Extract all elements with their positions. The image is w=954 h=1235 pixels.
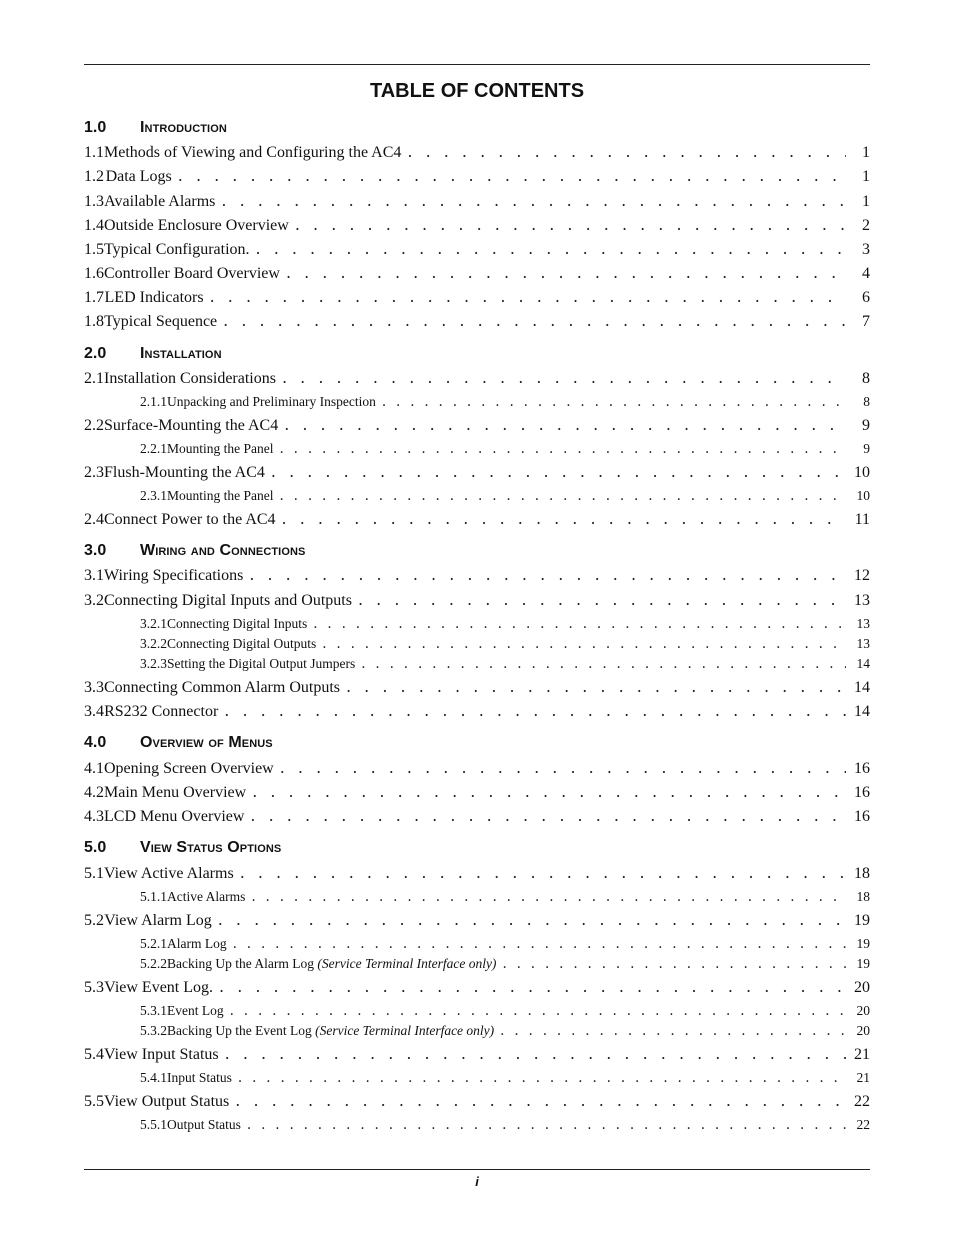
- toc-number: 1.1: [84, 144, 104, 161]
- toc-page-number: 18: [856, 889, 870, 904]
- toc-page-number: 14: [854, 679, 870, 696]
- toc-page-number: 14: [854, 703, 870, 720]
- toc-number: 2.1: [84, 370, 104, 387]
- dot-leader: [223, 310, 846, 332]
- toc-page-number: 19: [856, 956, 870, 971]
- toc-page-number: 20: [856, 1023, 870, 1038]
- toc-number: 5.5.1: [140, 1117, 167, 1132]
- toc-title-text: Mounting the Panel: [167, 488, 274, 503]
- dot-leader: [282, 367, 846, 389]
- toc-title: [140, 540, 305, 562]
- toc-entry[interactable]: [84, 214, 870, 236]
- toc-page-number: 8: [863, 394, 870, 409]
- toc-entry[interactable]: [84, 262, 870, 284]
- toc-title: [140, 343, 222, 365]
- toc-page-number: 8: [862, 370, 870, 387]
- toc-page-number: 16: [854, 760, 870, 777]
- toc-subentry[interactable]: [84, 393, 870, 411]
- toc-entry[interactable]: [84, 1090, 870, 1112]
- dot-leader: [252, 781, 846, 803]
- toc-number: 2.2: [84, 417, 104, 434]
- toc-number: 5.5: [84, 1093, 104, 1110]
- toc-number: 4.3: [84, 808, 104, 825]
- toc-title-text: Main Menu Overview: [104, 784, 247, 801]
- toc-entry[interactable]: [84, 781, 870, 803]
- footer-rule: [84, 1169, 870, 1170]
- toc-number: 2.4: [84, 511, 104, 528]
- toc-title-text: Connecting Common Alarm Outputs: [104, 679, 340, 696]
- toc-title-text: Output Status: [167, 1117, 241, 1132]
- dot-leader: [221, 190, 846, 212]
- toc-entry[interactable]: [84, 414, 870, 436]
- toc-number: 3.2.2: [140, 636, 167, 651]
- toc-number: 5.2.2: [140, 956, 167, 971]
- toc-page-number: 1: [862, 144, 870, 161]
- toc-page-number: 9: [863, 441, 870, 456]
- toc-entry[interactable]: [84, 508, 870, 530]
- toc-title: [104, 701, 218, 723]
- dot-leader: [250, 805, 846, 827]
- dot-leader: [271, 461, 846, 483]
- toc-subentry[interactable]: [84, 1002, 870, 1020]
- toc-title-text: Introduction: [140, 119, 227, 136]
- table-of-contents: [84, 0, 870, 1170]
- toc-title: [104, 565, 243, 587]
- toc-number: 3.3: [84, 679, 104, 696]
- toc-page-number: 19: [856, 936, 870, 951]
- dot-leader: [219, 976, 846, 998]
- toc-section: [84, 732, 870, 754]
- toc-title: [104, 191, 215, 213]
- toc-section: [84, 117, 870, 139]
- dot-leader: [178, 165, 846, 187]
- toc-title: [105, 287, 204, 309]
- page-title: TABLE OF CONTENTS: [369, 80, 585, 102]
- toc-title: [106, 166, 172, 188]
- toc-title: [104, 910, 211, 932]
- dot-leader: [280, 487, 847, 505]
- dot-leader: [233, 935, 846, 953]
- toc-subentry[interactable]: [84, 955, 870, 973]
- toc-entry[interactable]: [84, 909, 870, 931]
- toc-page-number: 3: [862, 241, 870, 258]
- toc-number: 1.8: [84, 313, 104, 330]
- toc-page-number: 10: [856, 488, 870, 503]
- toc-subentry[interactable]: [84, 1116, 870, 1134]
- toc-title: [167, 393, 376, 411]
- toc-title-text: RS232 Connector: [104, 703, 219, 720]
- toc-number: 5.3.1: [140, 1003, 167, 1018]
- toc-title-text: Setting the Digital Output Jumpers: [167, 656, 356, 671]
- toc-title: [167, 1022, 494, 1040]
- toc-entry[interactable]: [84, 589, 870, 611]
- toc-page-number: 20: [854, 979, 870, 996]
- toc-title-text: Connecting Digital Outputs: [167, 636, 317, 651]
- toc-title-text: Outside Enclosure Overview: [104, 217, 289, 234]
- toc-page-number: 13: [854, 592, 870, 609]
- toc-number: 5.3: [84, 979, 104, 996]
- toc-entry[interactable]: [84, 367, 870, 389]
- toc-title-text: Available Alarms: [104, 193, 216, 210]
- toc-subentry[interactable]: [84, 1022, 870, 1040]
- toc-section: [84, 540, 870, 562]
- toc-subentry[interactable]: [84, 935, 870, 953]
- toc-title-note: (Service Terminal Interface only): [315, 1023, 495, 1038]
- toc-page-number: 6: [862, 289, 870, 306]
- toc-number: 5.2.1: [140, 936, 167, 951]
- toc-title-text: Active Alarms: [167, 889, 246, 904]
- toc-title-text: Unpacking and Preliminary Inspection: [167, 394, 376, 409]
- toc-title-text: Opening Screen Overview: [104, 760, 274, 777]
- toc-subentry[interactable]: [84, 1069, 870, 1087]
- toc-title-text: Overview of Menus: [140, 734, 273, 751]
- toc-subentry[interactable]: [84, 440, 870, 458]
- toc-number: 3.2.1: [140, 616, 167, 631]
- toc-number: 1.0: [84, 119, 107, 136]
- toc-number: 2.3: [84, 464, 104, 481]
- toc-title-text: Typical Configuration.: [104, 241, 250, 258]
- toc-entry[interactable]: [84, 862, 870, 884]
- toc-title-text: View Input Status: [104, 1046, 219, 1063]
- toc-title-text: Installation Considerations: [104, 370, 276, 387]
- dot-leader: [256, 238, 846, 260]
- toc-title: [104, 977, 213, 999]
- toc-title-text: Event Log: [167, 1003, 224, 1018]
- toc-title: [104, 590, 352, 612]
- toc-number: 4.2: [84, 784, 104, 801]
- toc-number: 5.4.1: [140, 1070, 167, 1085]
- toc-title: [167, 1002, 224, 1020]
- dot-leader: [382, 393, 846, 411]
- toc-page-number: 1: [862, 168, 870, 185]
- toc-title: [167, 487, 274, 505]
- toc-entry[interactable]: [84, 461, 870, 483]
- toc-title: [167, 955, 496, 973]
- toc-entry[interactable]: [84, 676, 870, 698]
- dot-leader: [280, 440, 847, 458]
- toc-title: [167, 440, 274, 458]
- toc-title: [167, 635, 316, 653]
- dot-leader: [230, 1002, 846, 1020]
- toc-section: [84, 837, 870, 859]
- dot-leader: [286, 262, 846, 284]
- toc-page-number: 16: [854, 808, 870, 825]
- toc-title-text: Connecting Digital Inputs: [167, 616, 308, 631]
- toc-title-text: Connecting Digital Inputs and Outputs: [104, 592, 352, 609]
- dot-leader: [224, 700, 846, 722]
- toc-number: 5.3.2: [140, 1023, 167, 1038]
- toc-number: 1.2: [84, 168, 104, 185]
- toc-subentry[interactable]: [84, 487, 870, 505]
- toc-title-text: Surface-Mounting the AC4: [104, 417, 279, 434]
- toc-number: 5.1.1: [140, 889, 167, 904]
- toc-title: [104, 758, 274, 780]
- dot-leader: [225, 1043, 846, 1065]
- toc-entry[interactable]: [84, 700, 870, 722]
- toc-page-number: 18: [854, 865, 870, 882]
- toc-title: [104, 462, 265, 484]
- toc-entry[interactable]: [84, 976, 870, 998]
- toc-title-text: Wiring and Connections: [140, 542, 306, 559]
- toc-page-number: 22: [856, 1117, 870, 1132]
- toc-title-note: (Service Terminal Interface only): [317, 956, 497, 971]
- toc-number: 1.6: [84, 265, 104, 282]
- toc-page-number: 9: [862, 417, 870, 434]
- toc-title: [167, 1069, 232, 1087]
- toc-title-text: View Alarm Log: [104, 912, 212, 929]
- toc-title: [104, 142, 401, 164]
- dot-leader: [249, 564, 846, 586]
- toc-page-number: 19: [854, 912, 870, 929]
- toc-number: 2.2.1: [140, 441, 167, 456]
- toc-page-number: 14: [856, 656, 870, 671]
- toc-title-text: Connect Power to the AC4: [104, 511, 276, 528]
- dot-leader: [358, 589, 846, 611]
- toc-title-text: Wiring Specifications: [104, 567, 244, 584]
- toc-number: 1.7: [84, 289, 104, 306]
- toc-page-number: 2: [862, 217, 870, 234]
- dot-leader: [282, 508, 846, 530]
- toc-title-text: View Event Log.: [104, 979, 214, 996]
- toc-title-text: LED Indicators: [104, 289, 204, 306]
- toc-title-text: Controller Board Overview: [104, 265, 280, 282]
- toc-page-number: 1: [862, 193, 870, 210]
- dot-leader: [500, 1022, 846, 1040]
- toc-title: [167, 1116, 241, 1134]
- dot-leader: [247, 1116, 846, 1134]
- toc-number: 4.0: [84, 734, 107, 751]
- toc-title-text: View Status Options: [140, 839, 282, 856]
- toc-number: 2.0: [84, 345, 107, 362]
- toc-subentry[interactable]: [84, 615, 870, 633]
- dot-leader: [361, 655, 846, 673]
- dot-leader: [280, 757, 846, 779]
- toc-page-number: 7: [862, 313, 870, 330]
- toc-title: [167, 888, 245, 906]
- toc-title: [104, 415, 278, 437]
- toc-subentry[interactable]: [84, 655, 870, 673]
- toc-page-number: 12: [854, 567, 870, 584]
- toc-page-number: 10: [854, 464, 870, 481]
- toc-entry[interactable]: [84, 310, 870, 332]
- toc-title: [140, 117, 227, 139]
- toc-title: [104, 239, 250, 261]
- toc-entry[interactable]: [84, 564, 870, 586]
- toc-title: [104, 677, 340, 699]
- toc-title-text: Installation: [140, 345, 222, 362]
- dot-leader: [238, 1069, 846, 1087]
- toc-number: 2.3.1: [140, 488, 167, 503]
- dot-leader: [295, 214, 846, 236]
- dot-leader: [235, 1090, 846, 1112]
- toc-number: 5.4: [84, 1046, 104, 1063]
- toc-entry[interactable]: [84, 757, 870, 779]
- toc-page-number: 13: [856, 636, 870, 651]
- toc-title: [104, 263, 280, 285]
- toc-number: 5.1: [84, 865, 104, 882]
- toc-number: 5.0: [84, 839, 107, 856]
- toc-number: 1.4: [84, 217, 104, 234]
- toc-title: [104, 782, 246, 804]
- toc-entry[interactable]: [84, 805, 870, 827]
- dot-leader: [346, 676, 846, 698]
- toc-number: 4.1: [84, 760, 104, 777]
- toc-number: 3.0: [84, 542, 107, 559]
- toc-title: [167, 935, 227, 953]
- toc-title: [104, 1044, 219, 1066]
- dot-leader: [284, 414, 846, 436]
- dot-leader: [251, 888, 846, 906]
- dot-leader: [313, 615, 846, 633]
- toc-title: [104, 368, 276, 390]
- toc-title-text: Methods of Viewing and Configuring the AC4: [104, 144, 402, 161]
- toc-title: [104, 1091, 229, 1113]
- toc-number: 1.5: [84, 241, 104, 258]
- toc-title-text: Alarm Log: [167, 936, 227, 951]
- toc-entry[interactable]: [84, 286, 870, 308]
- dot-leader: [502, 955, 846, 973]
- toc-title: [104, 509, 276, 531]
- toc-subentry[interactable]: [84, 888, 870, 906]
- toc-entry[interactable]: [84, 190, 870, 212]
- toc-title-text: View Active Alarms: [104, 865, 234, 882]
- toc-page-number: 16: [854, 784, 870, 801]
- toc-page-number: 20: [856, 1003, 870, 1018]
- toc-title: [104, 863, 234, 885]
- toc-title: [140, 732, 273, 754]
- toc-page-number: 21: [854, 1046, 870, 1063]
- toc-page-number: 21: [856, 1070, 870, 1085]
- toc-entry[interactable]: [84, 165, 870, 187]
- toc-section: [84, 343, 870, 365]
- toc-title-text: View Output Status: [104, 1093, 230, 1110]
- toc-number: 1.3: [84, 193, 104, 210]
- toc-subentry[interactable]: [84, 635, 870, 653]
- toc-page-number: 4: [862, 265, 870, 282]
- page-number: i: [475, 1174, 479, 1189]
- toc-page-number: 11: [854, 511, 870, 528]
- toc-page-number: 13: [856, 616, 870, 631]
- toc-title: [104, 311, 217, 333]
- dot-leader: [407, 141, 846, 163]
- dot-leader: [218, 909, 846, 931]
- toc-title-text: LCD Menu Overview: [104, 808, 245, 825]
- toc-title: [104, 806, 244, 828]
- toc-title: [167, 655, 355, 673]
- dot-leader: [322, 635, 846, 653]
- toc-title-text: Input Status: [167, 1070, 232, 1085]
- dot-leader: [240, 862, 846, 884]
- toc-entry[interactable]: [84, 238, 870, 260]
- toc-title: [140, 837, 281, 859]
- toc-page-number: 22: [854, 1093, 870, 1110]
- toc-title-text: Mounting the Panel: [167, 441, 274, 456]
- toc-title: [167, 615, 307, 633]
- toc-number: 5.2: [84, 912, 104, 929]
- toc-number: 3.2.3: [140, 656, 167, 671]
- toc-title-text: Flush-Mounting the AC4: [104, 464, 265, 481]
- toc-number: 3.4: [84, 703, 104, 720]
- toc-number: 3.2: [84, 592, 104, 609]
- toc-number: 3.1: [84, 567, 104, 584]
- toc-title: [104, 215, 289, 237]
- toc-title-text: Backing Up the Event Log: [167, 1023, 316, 1038]
- toc-entry[interactable]: [84, 141, 870, 163]
- toc-entry[interactable]: [84, 1043, 870, 1065]
- toc-number: 2.1.1: [140, 394, 167, 409]
- dot-leader: [210, 286, 846, 308]
- toc-title-text: Data Logs: [105, 168, 172, 185]
- toc-title-text: Typical Sequence: [104, 313, 218, 330]
- toc-title-text: Backing Up the Alarm Log: [167, 956, 318, 971]
